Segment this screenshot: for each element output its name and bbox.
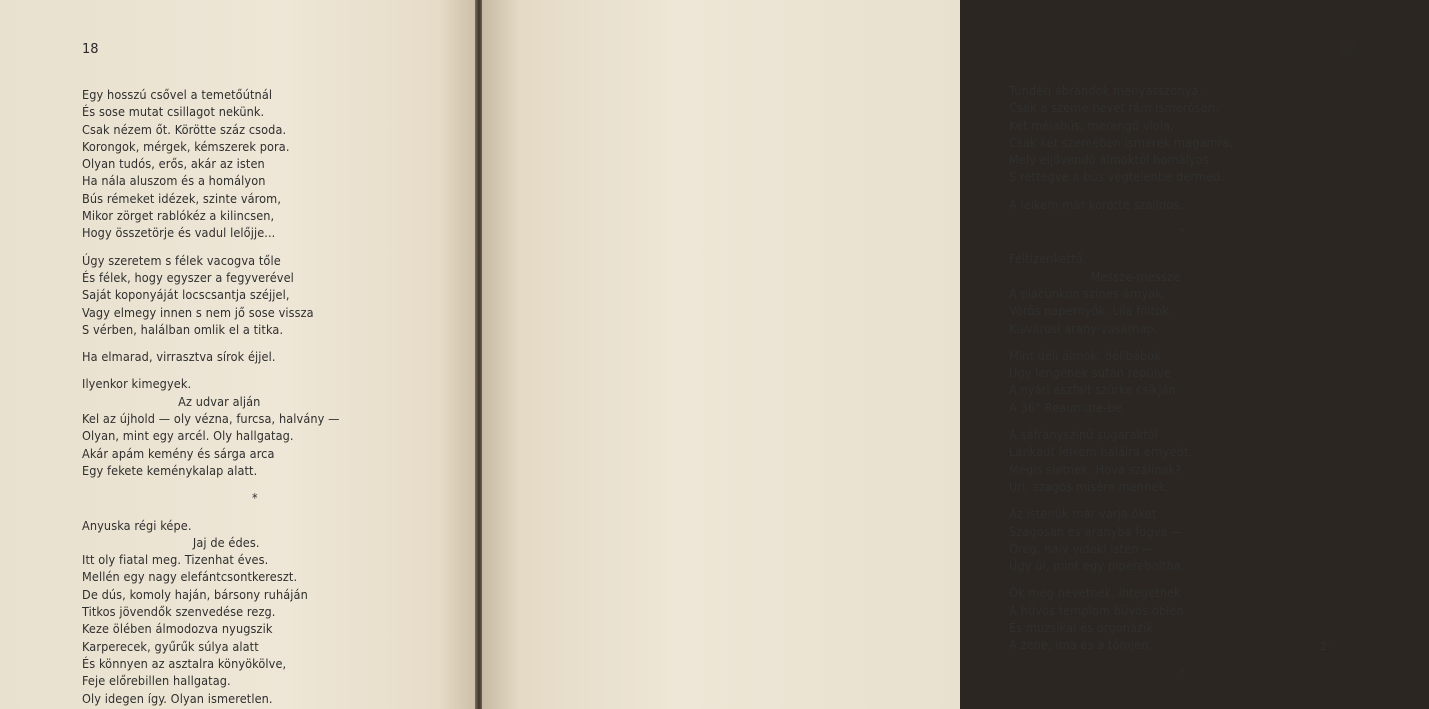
poem-line: Szagosan és aranyba fogva — [1009, 523, 1183, 539]
poem-line: A zene, ima és a tömjén. [1009, 637, 1153, 653]
stanza [82, 517, 472, 707]
poem-line: A lelkem már körötte szálldos. [1009, 196, 1184, 212]
stanza-gap [82, 507, 472, 517]
right-page-number: 19 [1338, 42, 1355, 57]
poem-line: Ilyenkor kimegyek. [82, 376, 192, 392]
stanza [1009, 584, 1429, 653]
poem-line: Korongok, mérgek, kémszerek pora. [82, 138, 290, 154]
stanza [1009, 664, 1429, 681]
poem-line: A sáfrányszínű sugaraktól [1009, 427, 1159, 443]
left-page [0, 0, 477, 709]
poem-line: Titkos jövendők szenvedése rezg. [82, 604, 276, 620]
section-asterisk: * [252, 490, 258, 506]
stanza-gap [82, 242, 472, 252]
right-page [482, 0, 1355, 709]
poem-line: Mellén egy nagy elefántcsontkereszt. [82, 569, 298, 585]
poem-line: Mikor zörget rablókéz a kilincsen, [82, 208, 275, 224]
stanza [82, 252, 472, 338]
poem-line: Öreg, naiv vidéki isten — [1009, 540, 1154, 556]
poem-line: A 36° Reaumure-be. [1009, 399, 1126, 415]
poem-line: Mint déli álmok, délibábok [1009, 347, 1161, 363]
left-page-poem [82, 86, 472, 707]
poem-line: A nyári aszfalt szürke csíkján [1009, 382, 1176, 398]
poem-line: Kel az újhold — oly vézna, furcsa, halvány — [82, 411, 340, 427]
poem-line: S rettegve a bús végtelenbe dermed. [1009, 169, 1225, 185]
poem-line: Olyan tudós, erős, akár az isten [82, 156, 265, 172]
poem-line: S vérben, halálban omlik el a titka. [82, 321, 284, 337]
poem-line: Hogy összetörje és vadul lelőjje... [82, 225, 276, 241]
poem-line: Vörös napernyők. Lila foltok. [1009, 303, 1173, 319]
poem-line: Messze-messze [1009, 268, 1180, 284]
poem-line: Az istenük már várja őket [1009, 506, 1157, 522]
stanza-gap [82, 479, 472, 489]
poem-line: Jaj de édes. [82, 534, 260, 550]
poem-line: Karperecek, gyűrűk súlya alatt [82, 638, 259, 654]
poem-line: Uri, szagos misére mennek. [1009, 478, 1169, 494]
poem-line: Ha elmarad, virrasztva sírok éjjel. [82, 349, 276, 365]
poem-line: Vagy elmegy innen s nem jő sose vissza [82, 304, 314, 320]
poem-line: Bús rémeket idézek, szinte várom, [82, 190, 282, 206]
poem-line: És könnyen az asztalra könyökölve, [82, 655, 287, 671]
poem-line: Akár apám kemény és sárga arca [82, 445, 275, 461]
poem-line: Csak a szeme nevet rám ismerősen, [1009, 100, 1219, 116]
poem-line: Oly idegen így. Olyan ismeretlen. [82, 690, 273, 706]
poem-line: És félek, hogy egyszer a fegyverével [82, 269, 294, 285]
stanza-gap [1009, 495, 1429, 505]
poem-line: Anyuska régi képe. [82, 517, 192, 533]
poem-line: Az udvar alján [82, 393, 261, 409]
signature-mark: 2· [1320, 640, 1331, 653]
stanza-gap [1009, 240, 1429, 250]
stanza [82, 86, 472, 242]
poem-line: A hűvös templom bűvös öblén [1009, 602, 1184, 618]
poem-line: Tündéri ábrándok menyasszonya. [1009, 83, 1203, 98]
poem-line: Mégis sietnek. Hova szállnak? [1009, 461, 1182, 477]
stanza [1009, 196, 1429, 213]
poem-line: Csak nézem őt. Körötte száz csoda. [82, 121, 287, 137]
stanza-gap [1009, 574, 1429, 584]
stanza [1009, 426, 1429, 495]
poem-line: És muzsikál és orgonázik [1009, 620, 1154, 636]
poem-line: Egy fekete keménykalap alatt. [82, 462, 258, 478]
stanza [1009, 347, 1429, 416]
stanza-gap [82, 338, 472, 348]
poem-line: Féltizenkettő. [1009, 251, 1087, 267]
stanza-gap [1009, 416, 1429, 426]
poem-line: És sose mutat csillagot nekünk. [82, 104, 265, 120]
poem-line: Olyan, mint egy arcél. Oly hallgatag. [82, 428, 294, 444]
right-page-poem [1009, 82, 1429, 681]
stanza [1009, 82, 1429, 186]
poem-line: Úgy szeretem s félek vacogva tőle [82, 252, 281, 268]
poem-line: Úgy lengenek sután repülve [1009, 365, 1171, 381]
stanza-gap [1009, 337, 1429, 347]
stanza-gap [1009, 654, 1429, 664]
poem-line: Saját koponyáját locscsantja széjjel, [82, 287, 290, 303]
stanza [82, 348, 472, 365]
poem-line: Úgy ül, mint egy pipereboltba. [1009, 558, 1185, 574]
left-page-number: 18 [82, 42, 99, 57]
stanza [1009, 223, 1429, 240]
stanza [82, 375, 472, 479]
stanza [1009, 505, 1429, 574]
stanza-gap [1009, 186, 1429, 196]
poem-line: Csak két szemében ismerek magamra, [1009, 134, 1234, 150]
section-asterisk: * [1179, 224, 1185, 240]
poem-line: Ha nála aluszom és a homályon [82, 173, 266, 189]
poem-line: A piacunkon szines árnyak. [1009, 285, 1166, 301]
poem-line: Keze ölében álmodozva nyugszik [82, 621, 273, 637]
poem-line: Két mélabús, merengő viola, [1009, 117, 1174, 133]
poem-line: Itt oly fiatal meg. Tizenhat éves. [82, 552, 269, 568]
stanza [1009, 250, 1429, 336]
stanza-gap [82, 365, 472, 375]
poem-line: Egy hosszú csővel a temetőútnál [82, 87, 273, 102]
poem-line: Ők meg nevetnek, integetnek [1009, 585, 1181, 601]
stanza-gap [1009, 213, 1429, 223]
stanza [82, 489, 472, 506]
poem-line: Kisvárosi arany-vasárnap. [1009, 320, 1158, 336]
poem-line: Mely eljövendő álmoktól homályos [1009, 152, 1209, 168]
poem-line: Feje előrebillen hallgatag. [82, 673, 231, 689]
poem-line: Lankadt lelkem halálra ernyedt, [1009, 444, 1193, 460]
section-asterisk: * [1179, 664, 1185, 680]
poem-line: De dús, komoly haján, bársony ruháján [82, 586, 308, 602]
